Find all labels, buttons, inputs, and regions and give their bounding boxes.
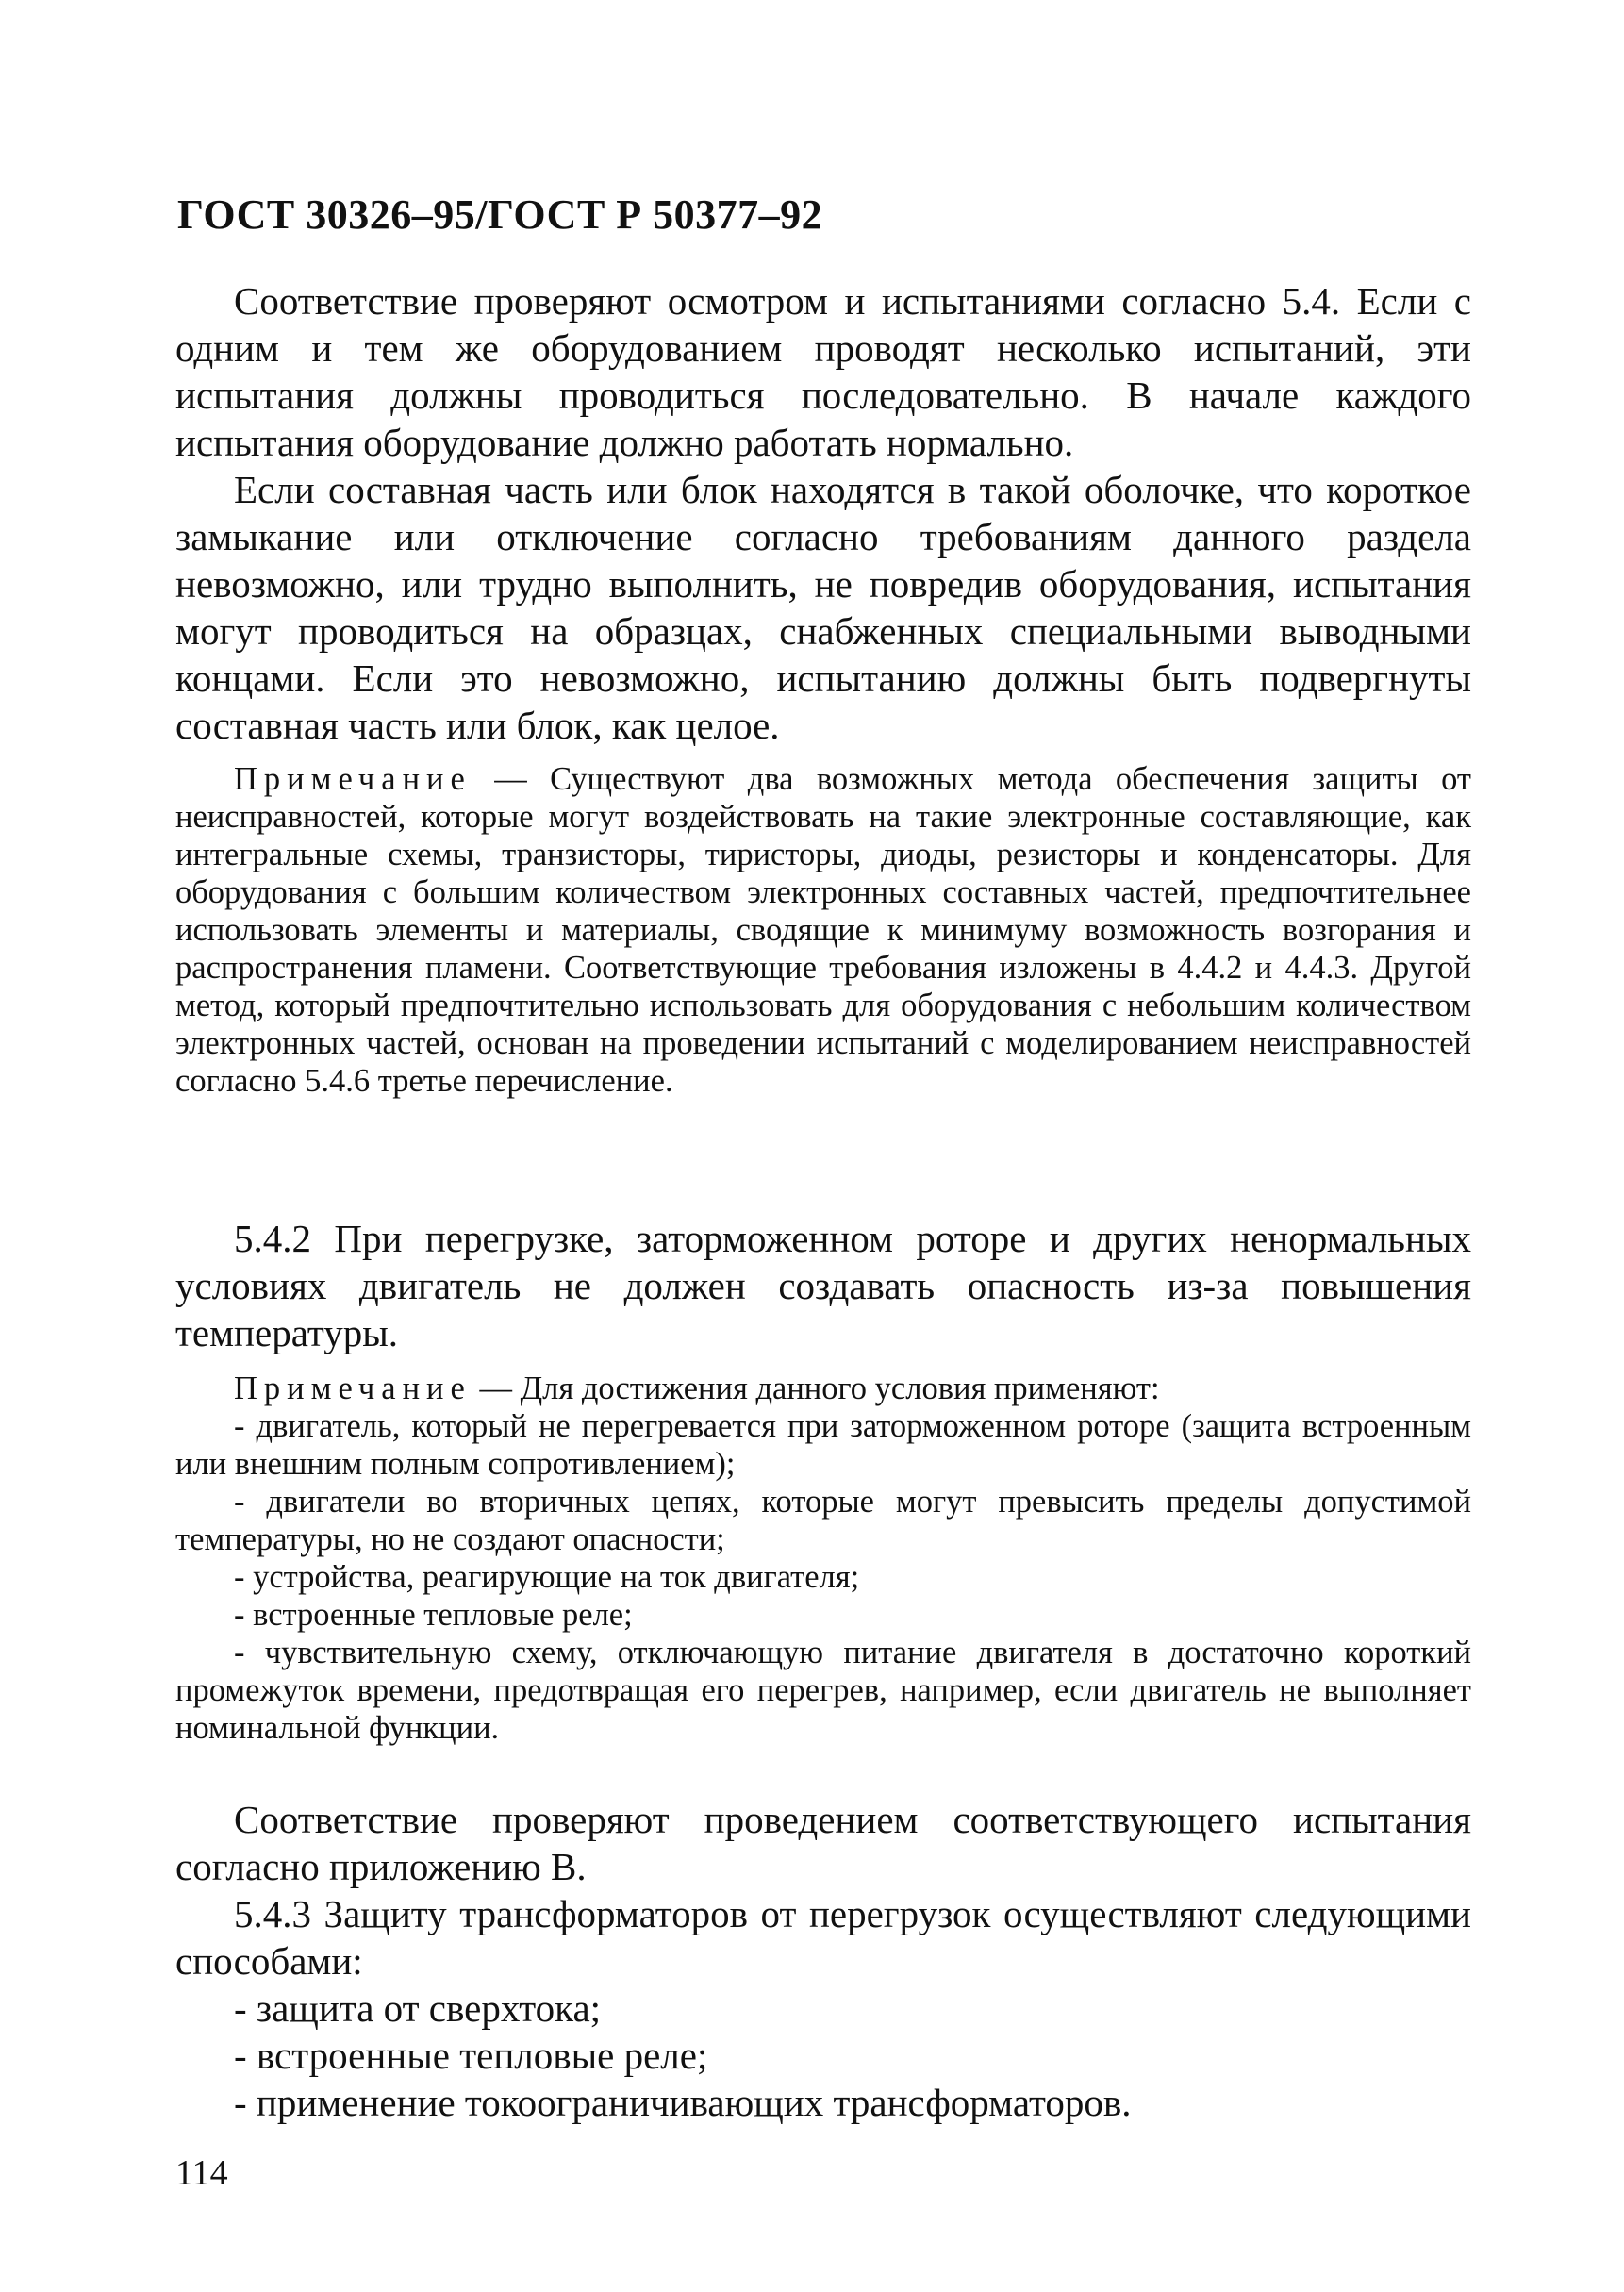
note-label: Примечание	[234, 761, 472, 797]
note-intro: Примечание — Для достижения данного условия применяют:	[234, 1370, 1160, 1406]
paragraph-enclosure: Если составная часть или блок находятся в такой оболочке, что короткое замыкание или отключение согласно требованиям данного раздела невозможно, или трудно выполнить, не повредив оборудования, испытания могут проводиться на образцах, снабженных специальными выводными концами. Если это невозможно, испытанию должны быть подвергнуты составная часть или блок, как целое.	[175, 468, 1471, 747]
page-number: 114	[175, 2153, 228, 2193]
note-list-item: - двигатель, который не перегревается при заторможенном роторе (защита встроенным или внешним полным сопротивлением);	[175, 1408, 1471, 1482]
list-item: - встроенные тепловые реле;	[234, 2034, 708, 2077]
list-item: - защита от сверхтока;	[234, 1986, 602, 2030]
list-item: - применение токоограничивающих трансформаторов.	[234, 2081, 1132, 2124]
note-label: Примечание	[234, 1370, 472, 1406]
paragraph-5-4-2: 5.4.2 При перегрузке, заторможенном роторе и других ненормальных условиях двигатель не должен создавать опасность из-за повышения температуры.	[175, 1217, 1471, 1354]
paragraph-conformity-test: Соответствие проверяют проведением соответствующего испытания согласно приложению В.	[175, 1798, 1471, 1888]
paragraph-conformity-check: Соответствие проверяют осмотром и испытаниями согласно 5.4. Если с одним и тем же оборудованием проводят несколько испытаний, эти испытания должны проводиться последовательно. В начале каждого испытания оборудование должно работать нормально.	[175, 279, 1471, 464]
note-list-item: - чувствительную схему, отключающую питание двигателя в достаточно короткий промежуток времени, предотвращая его перегрев, например, если двигатель не выполняет номинальной функции.	[175, 1635, 1471, 1746]
note-list-item: - встроенные тепловые реле;	[234, 1597, 633, 1633]
note-list-item: - устройства, реагирующие на ток двигателя;	[234, 1559, 860, 1595]
note-text: — Существуют два возможных метода обеспечения защиты от неисправностей, которые могут воздействовать на такие электронные составляющие, как интегральные схемы, транзисторы, тиристоры, диоды, резисторы и конденсаторы. Для оборудования с большим количеством электронных составных частей, предпочтительнее использовать элементы и материалы, сводящие к минимуму возможность возгорания и распространения пламени. Соответствующие требования изложены в 4.4.2 и 4.4.3. Другой метод, который предпочтительно использовать для оборудования с небольшим количеством электронных частей, основан на проведении испытаний с моделированием неисправностей согласно 5.4.6 третье перечисление.	[175, 761, 1471, 1099]
paragraph-5-4-3: 5.4.3 Защиту трансформаторов от перегрузок осуществляют следующими способами:	[175, 1892, 1471, 1983]
note-motor-protection	[175, 1370, 1471, 1747]
document-header: ГОСТ 30326–95/ГОСТ Р 50377–92	[177, 191, 823, 238]
note-fault-protection	[175, 760, 1471, 1100]
note-list-item: - двигатели во вторичных цепях, которые могут превысить пределы допустимой температуры, но не создают опасности;	[175, 1484, 1471, 1557]
